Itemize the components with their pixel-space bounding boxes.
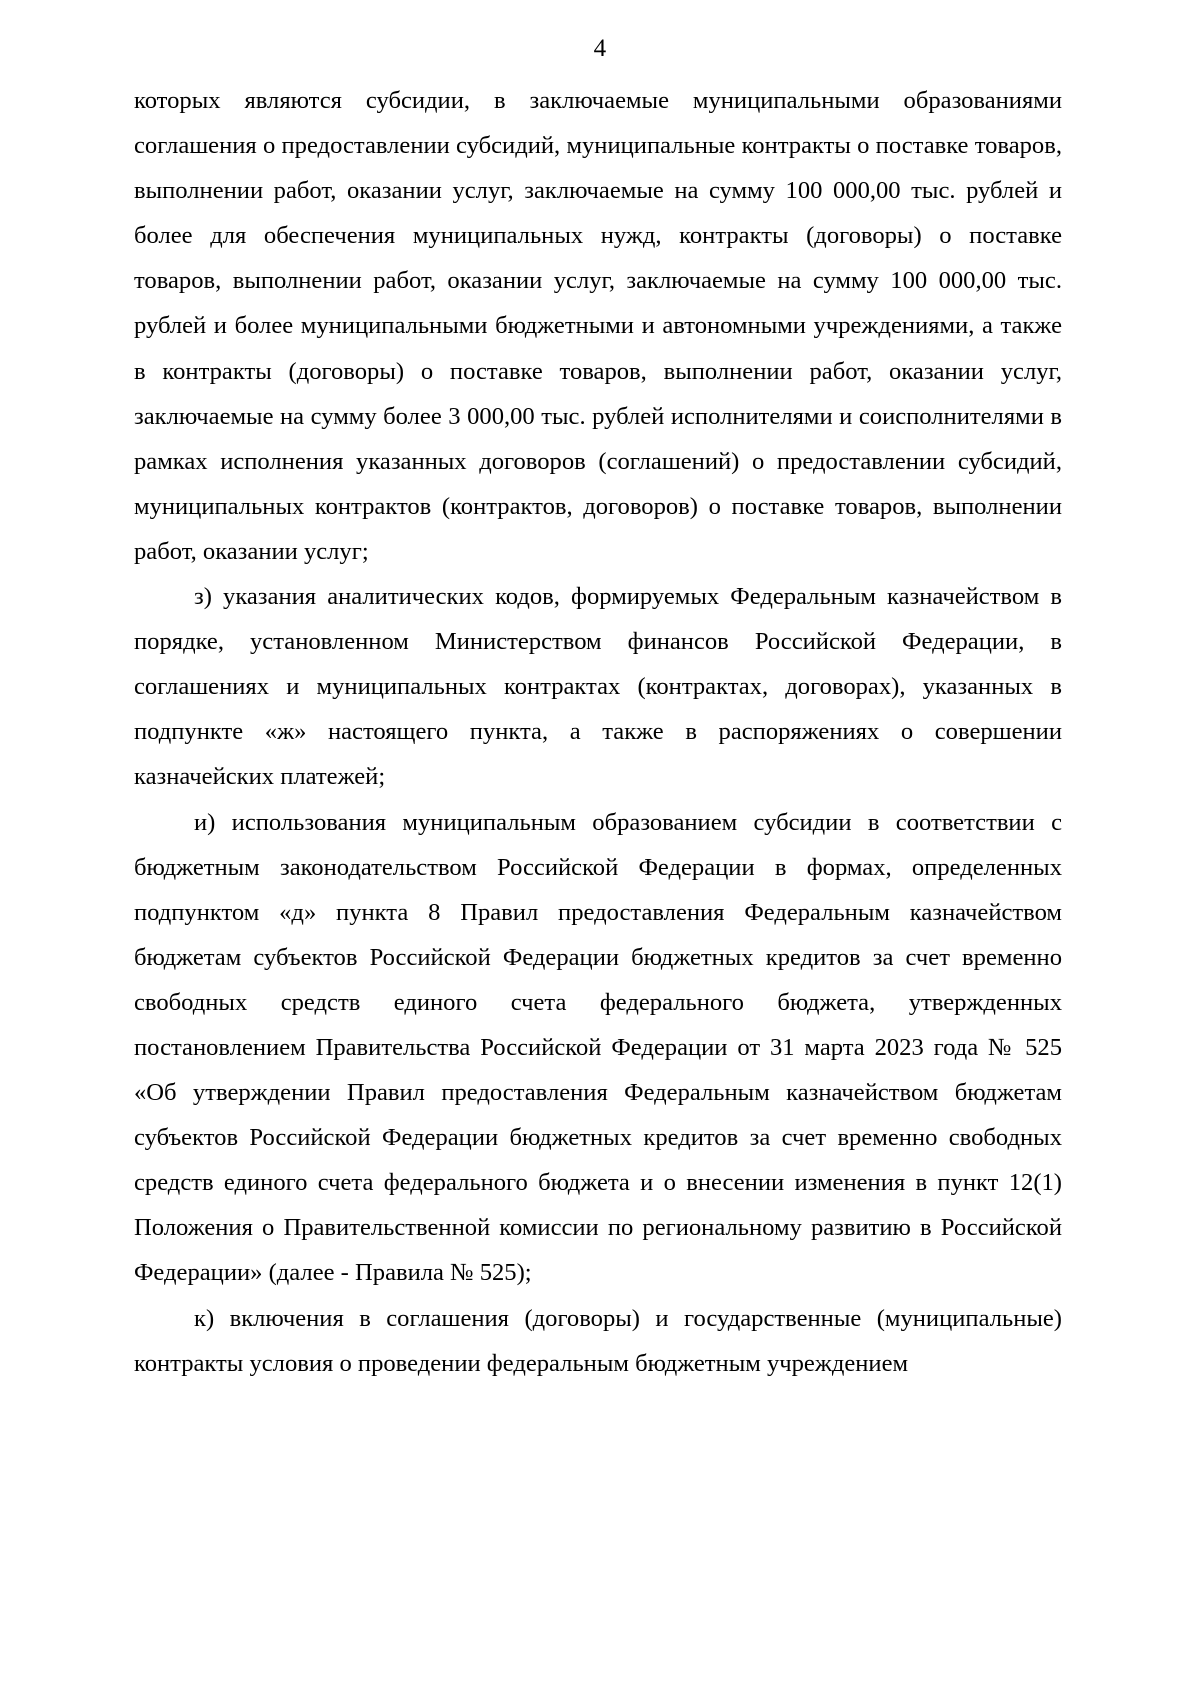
paragraph-continuation: которых являются субсидии, в заключаемые муниципальными образованиями соглашения о предоставлении субсидий, муниципальные контракты о поставке товаров, выполнении работ, оказании услуг, заключаемые на сумму 100 000,00 тыс. рублей и более для обеспечения муниципальных нужд, контракты (договоры) о поставке товаров, выполнении работ, оказании услуг, заключаемые на сумму 100 000,00 тыс. рублей и более муниципальными бюджетными и автономными учреждениями, а также в контракты (договоры) о поставке товаров, выполнении работ, оказании услуг, заключаемые на сумму более 3 000,00 тыс. рублей исполнителями и соисполнителями в рамках исполнения указанных договоров (соглашений) о предоставлении субсидий, муниципальных контрактов (контрактов, договоров) о поставке товаров, выполнении работ, оказании услуг;	[134, 87, 1062, 565]
paragraph-item-z: з) указания аналитических кодов, формируемых Федеральным казначейством в порядке, установленном Министерством финансов Российской Федерации, в соглашениях и муниципальных контрактах (контрактах, договорах), указанных в подпункте «ж» настоящего пункта, а также в распоряжениях о совершении казначейских платежей;	[134, 583, 1062, 791]
paragraph-item-i: и) использования муниципальным образованием субсидии в соответствии с бюджетным законодательством Российской Федерации в формах, определенных подпунктом «д» пункта 8 Правил предоставления Федеральным казначейством бюджетам субъектов Российской Федерации бюджетных кредитов за счет временно свободных средств единого счета федерального бюджета, утвержденных постановлением Правительства Российской Федерации от 31 марта 2023 года № 525 «Об утверждении Правил предоставления Федеральным казначейством бюджетам субъектов Российской Федерации бюджетных кредитов за счет временно свободных средств единого счета федерального бюджета и о внесении изменения в пункт 12(1) Положения о Правительственной комиссии по региональному развитию в Российской Федерации» (далее - Правила № 525);	[134, 808, 1062, 1287]
page-number: 4	[593, 35, 607, 62]
document-body	[134, 78, 1062, 1386]
paragraph-item-k: к) включения в соглашения (договоры) и государственные (муниципальные) контракты условия о проведении федеральным бюджетным учреждением	[134, 1304, 1062, 1377]
